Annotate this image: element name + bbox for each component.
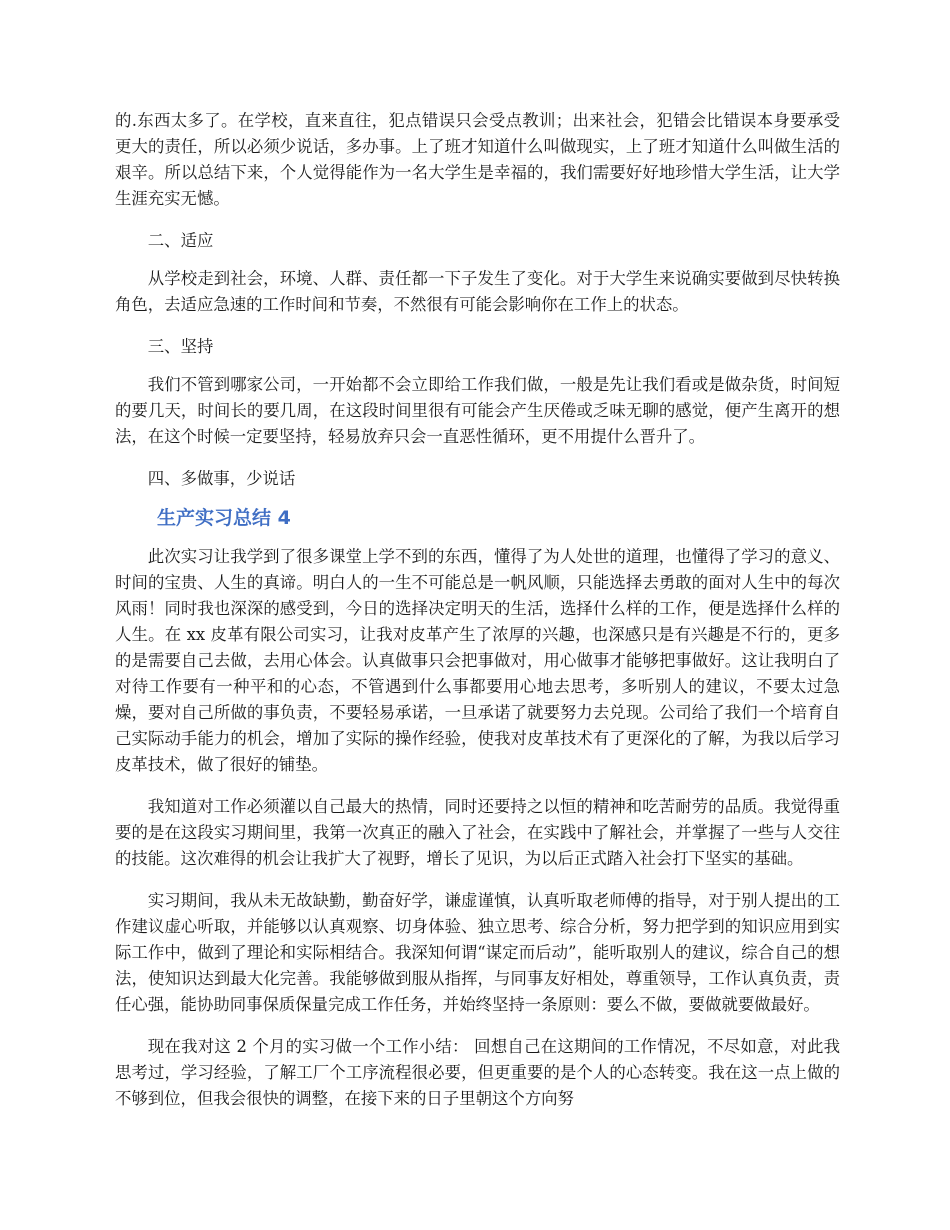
paragraph-summary-2: 我知道对工作必须灌以自己最大的热情，同时还要持之以恒的精神和吃苦耐劳的品质。我觉得重要的是在这段实习期间里，我第一次真正的融入了社会，在实践中了解社会，并掌握了一些与人交往的技能。这次难得的机会让我扩大了视野，增长了见识，为以后正式踏入社会打下坚实的基础。 <box>115 797 840 868</box>
paragraph-summary-4: 现在我对这 2 个月的实习做一个工作小结： 回想自己在这期间的工作情况，不尽如意，对此我思考过，学习经验，了解工厂个工序流程很必要，但更重要的是个人的心态转变。我在这一点上做的不够到位，但我会很快的调整，在接下来的日子里朝这个方向努 <box>115 1037 840 1108</box>
heading-adapt: 二、适应 <box>147 231 214 250</box>
paragraph-persist: 我们不管到哪家公司，一开始都不会立即给工作我们做，一般是先让我们看或是做杂货，时间短的要几天，时间长的要几周，在这段时间里很有可能会产生厌倦或乏味无聊的感觉，便产生离开的想法，在这个时候一定要坚持，轻易放弃只会一直恶性循环，更不用提什么晋升了。 <box>115 375 840 446</box>
paragraph-summary-1: 此次实习让我学到了很多课堂上学不到的东西，懂得了为人处世的道理，也懂得了学习的意义、时间的宝贵、人生的真谛。明白人的一生不可能总是一帆风顺，只能选择去勇敢的面对人生中的每次风雨！同时我也深深的感受到，今日的选择决定明天的生活，选择什么样的工作，便是选择什么样的人生。在 xx 皮革有限公司实习，让我对皮革产生了浓厚的兴趣，也深感只是有兴趣是不行的，更多的是需要自己去做，去用心体会。认真做事只会把事做对，用心做事才能够把事做好。这让我明白了对待工作要有一种平和的心态，不管遇到什么事都要用心地去思考，多听别人的建议，不要太过急燥，要对自己所做的事负责，不要轻易承诺，一旦承诺了就要努力去兑现。公司给了我们一个培育自己实际动手能力的机会，增加了实际的操作经验，使我对皮革技术有了更深化的了解，为我以后学习皮革技术，做了很好的铺垫。 <box>115 547 840 774</box>
section-title: 生产实习总结 4 <box>157 507 291 529</box>
paragraph-summary-3: 实习期间，我从未无故缺勤，勤奋好学，谦虚谨慎，认真听取老师傅的指导，对于别人提出的工作建议虚心听取，并能够以认真观察、切身体验、独立思考、综合分析，努力把学到的知识应用到实际工作中，做到了理论和实际相结合。我深知何谓“谋定而后动”，能听取别人的建议，综合自己的想法，使知识达到最大化完善。我能够做到服从指挥，与同事友好相处，尊重领导，工作认真负责，责任心强，能协助同事保质保量完成工作任务，并始终坚持一条原则：要么不做，要做就要做最好。 <box>115 891 840 1014</box>
heading-work-more: 四、多做事，少说话 <box>147 469 296 488</box>
paragraph-adapt: 从学校走到社会，环境、人群、责任都一下子发生了变化。对于大学生来说确实要做到尽快转换角色，去适应急速的工作时间和节奏，不然很有可能会影响你在工作上的状态。 <box>115 269 840 314</box>
document-page <box>115 108 840 1128</box>
paragraph-1: 的.东西太多了。在学校，直来直往，犯点错误只会受点教训；出来社会，犯错会比错误本身要承受更大的责任，所以必须少说话，多办事。上了班才知道什么叫做现实，上了班才知道什么叫做生活的艰辛。所以总结下来，个人觉得能作为一名大学生是幸福的，我们需要好好地珍惜大学生活，让大学生涯充实无憾。 <box>115 111 840 208</box>
heading-persist: 三、坚持 <box>147 337 214 356</box>
